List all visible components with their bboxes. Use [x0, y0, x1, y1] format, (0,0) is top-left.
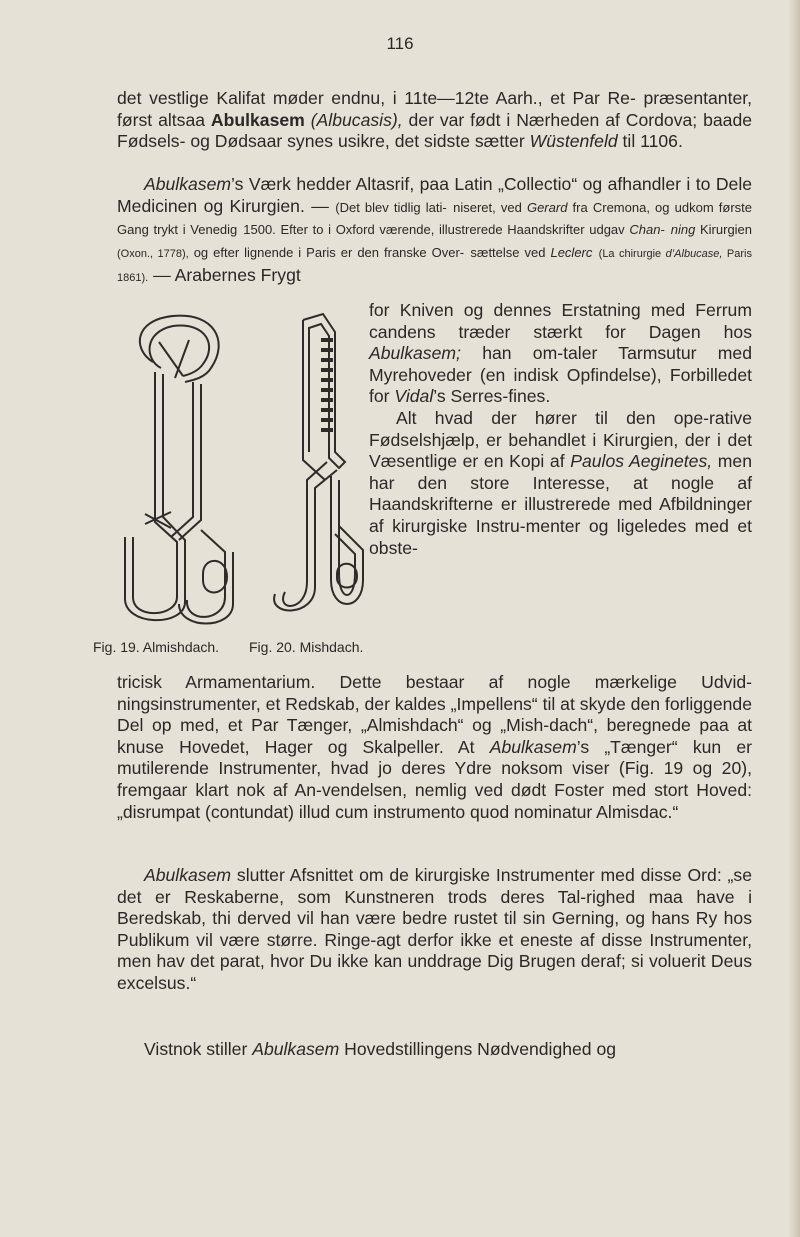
- text-line: præsentanter, først altsaa: [117, 88, 753, 130]
- small-text: og efter lignende i Paris er den franske Over-: [188, 244, 465, 260]
- text-line: — Arabernes Frygt: [148, 265, 301, 286]
- small-text: (Det blev tidlig lati-: [335, 199, 447, 215]
- name-abulkasem: Abulkasem: [144, 865, 232, 885]
- text-line: Alt hvad der hører til den ope-rative Fødselshjælp, er behandlet i Kirurgien, der i det Væsentlige er en Kopi af: [369, 407, 752, 472]
- text-line: ’s Værk hedder Altasrif, paa Latin „Collectio“ og: [231, 174, 603, 194]
- text-line: til 1106.: [617, 131, 683, 152]
- text-line: Hovedstillingens Nødvendighed og: [339, 1039, 617, 1059]
- name-albucasis: (Albucasis),: [310, 109, 403, 130]
- text-line: slutter Afsnittet om de kirurgiske Instrumenter med disse Ord: „se det er Reskaberne, som Kunstneren trods deres Tal-righed maa have i Beredskab, thi derved vil han være bedre rustet til sin Gerning, og hans Ry hos Publikum vil være større. Ringe-agt derfor ikke et eneste af disse Instrumenter, men hav det parat, hvor Du ikke kan unddrage Dig Brugen deraf; si voluerit Deus excelsus.“: [117, 865, 752, 993]
- caption-fig-19: Fig. 19. Almishdach.: [93, 639, 220, 655]
- name-channing-cont: ning: [670, 222, 696, 238]
- small-text: niseret, ved: [453, 199, 527, 215]
- wrapped-column-text: [369, 300, 752, 559]
- paragraph-3: [117, 672, 752, 823]
- name-channing: Chan-: [629, 222, 665, 238]
- text-line: men har den store Interesse, at nogle af Haandskrifterne er illustrerede med Afbildninger af kirurgiske Instru-menter og ligeledes med et obste-: [369, 451, 752, 558]
- citation-leclerc: (La chirurgie: [598, 247, 666, 260]
- text-line: ’s Serres-fines.: [433, 386, 551, 407]
- text-line: Nærheden af Cordova; baade Fødsels- og Dødsaar synes usikre,: [117, 109, 753, 152]
- name-abulkasem: Abulkasem;: [369, 343, 461, 364]
- citation-oxon: (Oxon., 1778),: [117, 247, 189, 260]
- text-line: det vestlige Kalifat møder endnu, i 11te—12te Aarh., et Par Re-: [117, 88, 636, 108]
- text-line: det sidste sætter: [394, 131, 530, 152]
- figure-20-mishdach: [265, 312, 370, 620]
- page-edge-shadow: [788, 0, 800, 1237]
- small-text: fra Cremona, og udkom første Gang trykt i Venedig: [117, 199, 752, 238]
- paragraph-1: [117, 88, 752, 153]
- name-abulkasem: Abulkasem: [210, 109, 305, 130]
- paragraph-2: [117, 174, 752, 290]
- figure-19-almishdach: [115, 312, 245, 630]
- small-text: 1500. Efter to i Oxford værende, illustrerede Haandskrifter udgav: [243, 222, 630, 238]
- text-line: der var født i: [402, 109, 511, 130]
- page-number: 116: [386, 34, 414, 53]
- name-vidal: Vidal: [394, 386, 434, 407]
- name-paulos-aeginetes: Paulos Aeginetes,: [570, 451, 713, 472]
- text-line: tricisk Armamentarium. Dette bestaar af nogle mærkelige Udvid-ningsinstrumenter, et Redskab, der kaldes „Impellens“ til at skyde den forliggende Del op med, et Par Tænger, „Almishdach“ og „Mish-dach“, beregnede paa at knuse Hovedet, Hager og Skalpeller. At: [117, 672, 752, 757]
- name-wustenfeld: Wüstenfeld: [529, 131, 618, 152]
- name-abulkasem: Abulkasem: [144, 174, 232, 194]
- citation-albucase: d’Albucase,: [665, 247, 723, 260]
- name-abulkasem: Abulkasem: [252, 1039, 340, 1059]
- name-gerard: Gerard: [526, 199, 568, 215]
- name-abulkasem: Abulkasem: [489, 736, 577, 757]
- small-text: sættelse ved: [470, 244, 551, 260]
- text-line: afhandler i to Dele Medicinen og Kirurgien. —: [117, 174, 753, 216]
- caption-fig-20: Fig. 20. Mishdach.: [249, 639, 364, 655]
- citation-paris: Paris 1861).: [117, 247, 752, 285]
- text-line: ’s „Tænger“ kun er mutilerende Instrumenter, hvad jo deres Ydre noksom viser (Fig. 19 og 20), fremgaar klart nok af An-vendelsen, nemlig ved dødt Foster med stort Hoved: „disrumpat (contundat) illud cum instrumento quod nominatur Almisdac.“: [117, 736, 752, 822]
- paragraph-4: [117, 865, 752, 995]
- text-line: Vistnok stiller: [144, 1039, 253, 1059]
- text-line: han om-taler Tarmsutur med Myrehoveder (en indisk Opfindelse), Forbilledet for: [369, 343, 752, 407]
- name-leclerc: Leclerc: [550, 244, 593, 260]
- small-text: Kirurgien: [695, 222, 753, 238]
- paragraph-5: [117, 1039, 752, 1061]
- text-line: for Kniven og dennes Erstatning med Ferrum candens træder stærkt for Dagen hos: [369, 300, 752, 342]
